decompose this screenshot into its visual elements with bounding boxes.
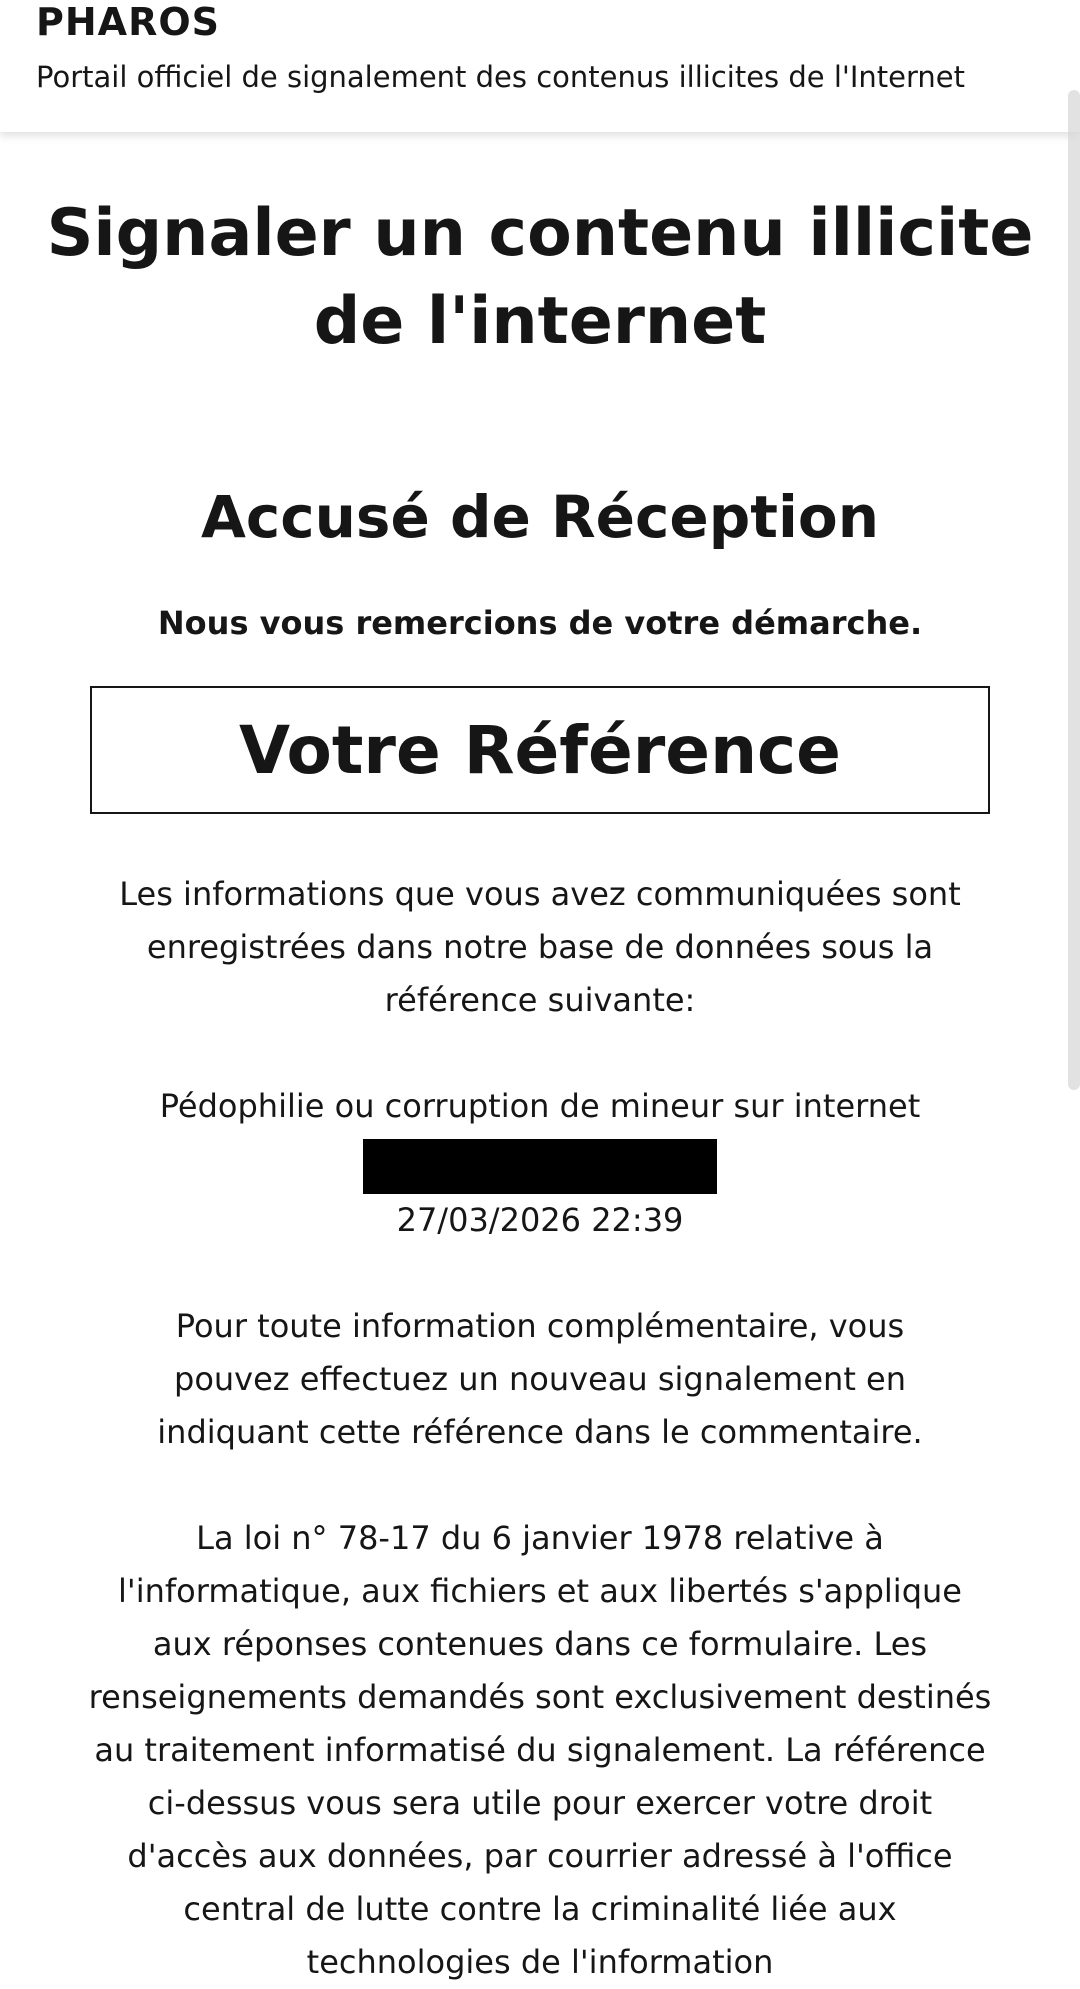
site-tagline: Portail officiel de signalement des contenus illicites de l'Internet bbox=[36, 60, 966, 94]
report-datetime: 27/03/2026 22:39 bbox=[396, 1201, 684, 1239]
reference-box-title: Votre Référence bbox=[239, 711, 841, 789]
brand-logo-text[interactable]: PHAROS bbox=[36, 0, 220, 44]
scrollbar[interactable] bbox=[1068, 90, 1080, 1090]
further-info-text: Pour toute information complémentaire, vous pouvez effectuez un nouveau signalement en indiquant cette référence dans le commentaire. bbox=[157, 1307, 923, 1451]
reference-box bbox=[90, 686, 990, 814]
report-category: Pédophilie ou corruption de mineur sur internet bbox=[159, 1087, 921, 1125]
site-header bbox=[0, 0, 1080, 132]
acknowledgement-title: Accusé de Réception bbox=[200, 483, 880, 551]
reference-info-text: Les informations que vous avez communiquées sont enregistrées dans notre base de données sous la référence suivante: bbox=[119, 875, 961, 1019]
thanks-message: Nous vous remercions de votre démarche. bbox=[157, 604, 923, 642]
law-notice-text: La loi n° 78-17 du 6 janvier 1978 relative à l'informatique, aux fichiers et aux libertés s'applique aux réponses contenues dans ce formulaire. Les renseignements demandés sont exclusivement destinés au traitement informatisé du signalement. La référence ci-dessus vous sera utile pour exercer votre droit d'accès aux données, par courrier adressé à l'office central de lutte contre la criminalité liée aux technologies de l'information bbox=[88, 1519, 992, 1981]
main-content bbox=[0, 132, 1080, 1989]
redacted-reference-number bbox=[363, 1139, 717, 1194]
page-title: Signaler un contenu illicite de l'internet bbox=[46, 196, 1034, 359]
